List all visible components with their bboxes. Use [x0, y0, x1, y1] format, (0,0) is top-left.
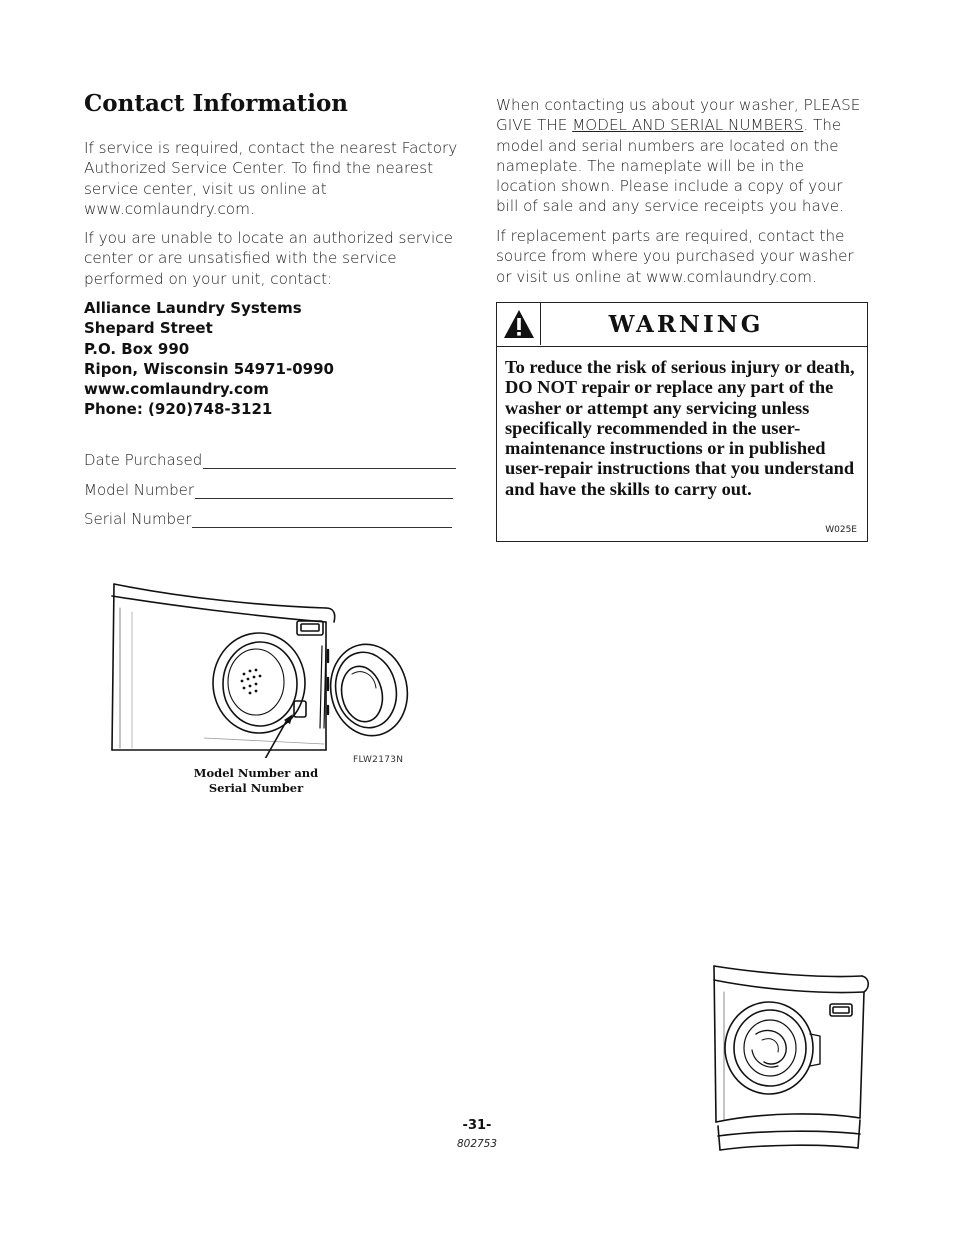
address-line: www.comlaundry.com	[84, 380, 269, 399]
washer-nameplate-illustration	[104, 578, 416, 758]
caption-line: Model Number and	[193, 766, 319, 780]
address-line: Phone: (920)748-3121	[84, 400, 273, 419]
model-number-label: Model Number	[84, 481, 195, 499]
warning-triangle-icon	[497, 303, 541, 345]
address-line: Ripon, Wisconsin 54971-0990	[84, 359, 334, 378]
warning-header	[497, 303, 867, 347]
service-paragraph: If service is required, contact the nearest Factory Authorized Service Center. To find the nearest service center, visit us online at www.comlaundry.com.	[84, 139, 458, 218]
warning-title: WARNING	[608, 310, 764, 338]
date-purchased-field	[84, 451, 456, 469]
date-purchased-line	[203, 453, 456, 469]
page-title: Contact Information	[84, 90, 349, 117]
washer-decorative-illustration	[704, 962, 876, 1158]
warning-code: W025E	[825, 525, 857, 535]
warning-text: To reduce the risk of serious injury or death, DO NOT repair or replace any part of the washer or attempt any servicing unless specifically recommended in the user-maintenance instructions or in published user-repair instructions that you understand and have the skills to carry out.	[505, 357, 855, 499]
model-number-field	[84, 481, 453, 499]
document-number: 802753	[456, 1138, 498, 1150]
serial-number-label: Serial Number	[84, 510, 192, 528]
address-line: Shepard Street	[84, 319, 213, 338]
unsatisfied-paragraph: If you are unable to locate an authorized service center or are unsatisfied with the service performed on your unit, contact:	[84, 229, 453, 288]
date-purchased-label: Date Purchased	[84, 451, 203, 469]
figure-caption	[186, 766, 326, 796]
warning-box	[496, 302, 868, 542]
address-line: P.O. Box 990	[84, 339, 190, 358]
address-line: Alliance Laundry Systems	[84, 299, 302, 317]
serial-number-line	[192, 512, 452, 528]
address-block	[84, 298, 464, 420]
replacement-parts-paragraph: If replacement parts are required, contact the source from where you purchased your washer or visit us online at www.comlaundry.com.	[496, 227, 854, 286]
model-serial-text-start: When contacting us about your washer, PLEASE GIVE THE	[496, 96, 861, 135]
model-serial-paragraph	[496, 95, 868, 217]
model-serial-underlined: MODEL AND SERIAL NUMBERS	[572, 116, 804, 135]
model-number-line	[195, 483, 453, 499]
serial-number-field	[84, 510, 452, 528]
model-serial-text-end: . The model and serial numbers are located on the nameplate. The nameplate will be in the location shown. Please include a copy of your bill of sale and any service receipts you have.	[496, 116, 844, 216]
page-number: -31-	[462, 1118, 492, 1133]
caption-line: Serial Number	[208, 781, 304, 795]
figure-code: FLW2173N	[353, 755, 404, 765]
